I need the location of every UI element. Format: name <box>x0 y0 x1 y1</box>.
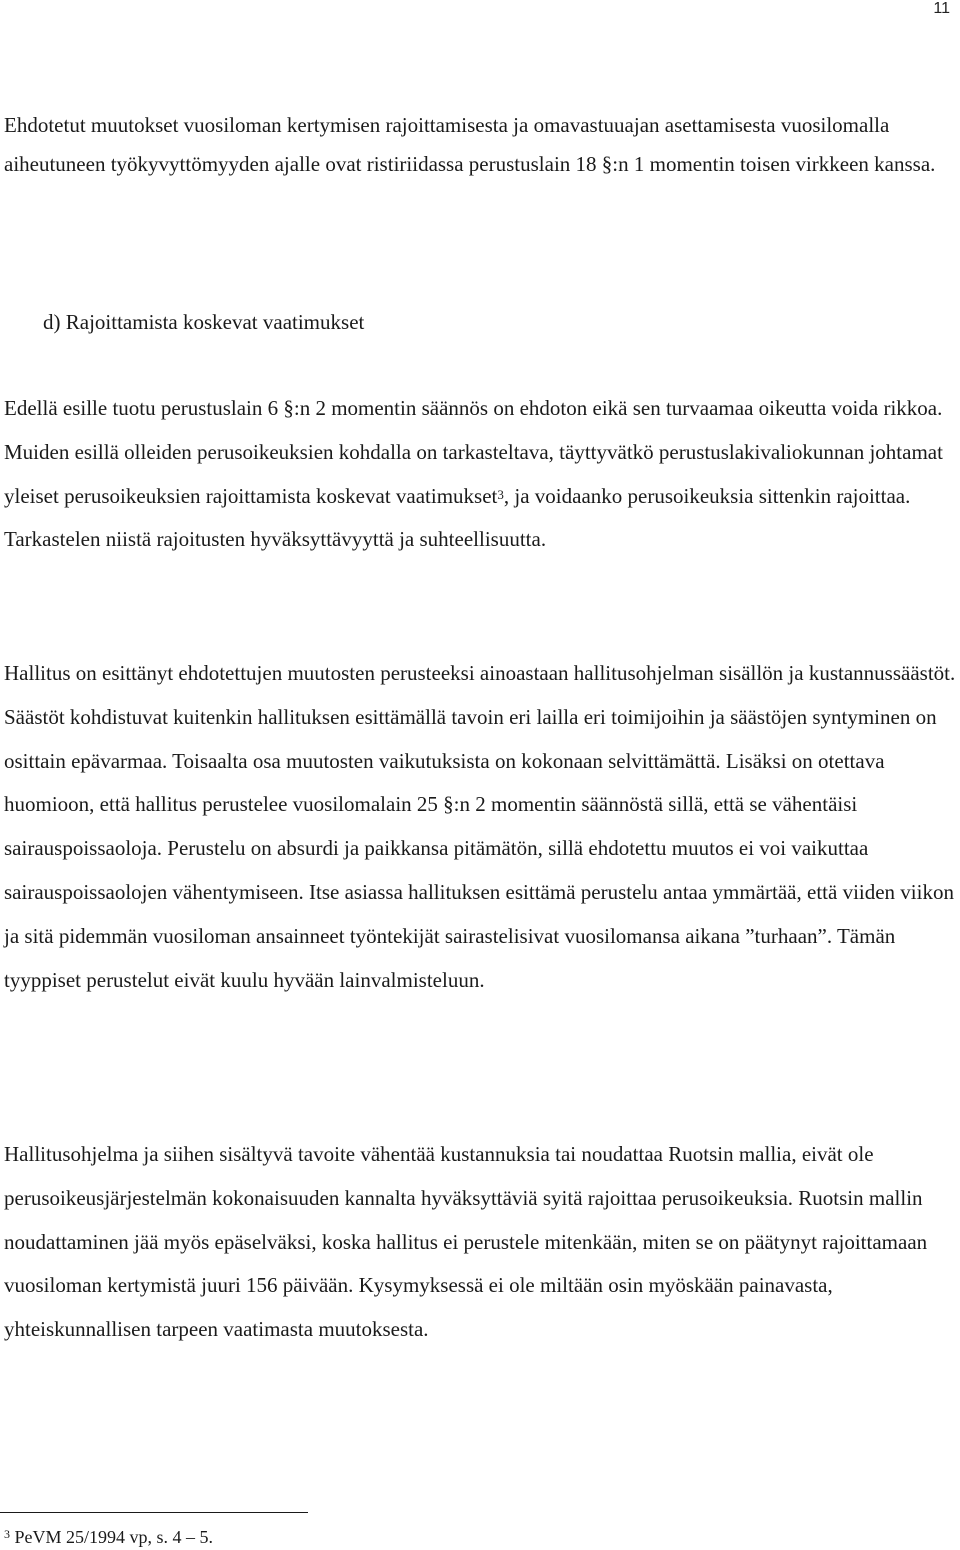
footnote-separator <box>0 1512 308 1513</box>
paragraph-2-text-b: , ja voidaanko perusoikeuksia sittenkin rajoittaa. Tarkastelen niistä rajoitusten hyväksyttävyyttä ja suhteellisuutta. <box>4 483 911 552</box>
paragraph-2 <box>4 387 956 562</box>
paragraph-4: Hallitusohjelma ja siihen sisältyvä tavoite vähentää kustannuksia tai noudattaa Ruotsin mallia, eivät ole perusoikeusjärjestelmän kokonaisuuden kannalta hyväksyttäviä syitä rajoittaa perusoikeuksia. Ruotsin mallin noudattaminen jää myös epäselväksi, koska hallitus ei perustele mitenkään, miten se on päätynyt rajoittamaan vuosiloman kertymistä juuri 156 päivään. Kysymyksessä ei ole miltään osin myöskään painavasta, yhteiskunnallisen tarpeen vaatimasta muutoksesta. <box>4 1142 928 1342</box>
paragraph-1: Ehdotetut muutokset vuosiloman kertymisen rajoittamisesta ja omavastuuajan asettamisesta vuosilomalla aiheutuneen työkyvyttömyyden ajalle ovat ristiriidassa perustuslain 18 §:n 1 momentin toisen virkkeen kanssa. <box>4 113 936 176</box>
paragraph-3: Hallitus on esittänyt ehdotettujen muutosten perusteeksi ainoastaan hallitusohjelman sisällön ja kustannussäästöt. Säästöt kohdistuvat kuitenkin hallituksen esittämällä tavoin eri lailla eri toimijoihin ja säästöjen syntyminen on osittain epävarmaa. Toisaalta osa muutosten vaikutuksista on kokonaan selvittämättä. Lisäksi on otettava huomioon, että hallitus perustelee vuosilomalain 25 §:n 2 momentin säännöstä sillä, että se vähentäisi sairauspoissaoloja. Perustelu on absurdi ja paikkansa pitämätön, sillä ehdotettu muutos ei voi vaikuttaa sairauspoissaolojen vähentymiseen. Itse asiassa hallituksen esittämä perustelu antaa ymmärtää, että viiden viikon ja sitä pidemmän vuosiloman ansainneet työntekijät sairastelisivat vuosilomansa aikana ”turhaan”. Tämän tyyppiset perustelut eivät kuulu hyvään lainvalmisteluun. <box>4 661 956 992</box>
section-heading: d) Rajoittamista koskevat vaatimukset <box>43 310 365 334</box>
page-number: 11 <box>933 0 950 17</box>
footnote <box>4 1527 213 1548</box>
footnote-reference[interactable]: 3 <box>497 486 504 502</box>
paragraph-2-text-a: Edellä esille tuotu perustuslain 6 §:n 2 momentin säännös on ehdoton eikä sen turvaamaa oikeutta voida rikkoa. Muiden esillä olleiden perusoikeuksien kohdalla on tarkasteltava, täyttyvätkö perustuslakivaliokunnan johtamat yleiset perusoikeuksien rajoittamista koskevat vaatimukset <box>4 396 943 508</box>
footnote-mark: 3 <box>4 1527 10 1541</box>
footnote-text: PeVM 25/1994 vp, s. 4 – 5. <box>10 1527 214 1547</box>
